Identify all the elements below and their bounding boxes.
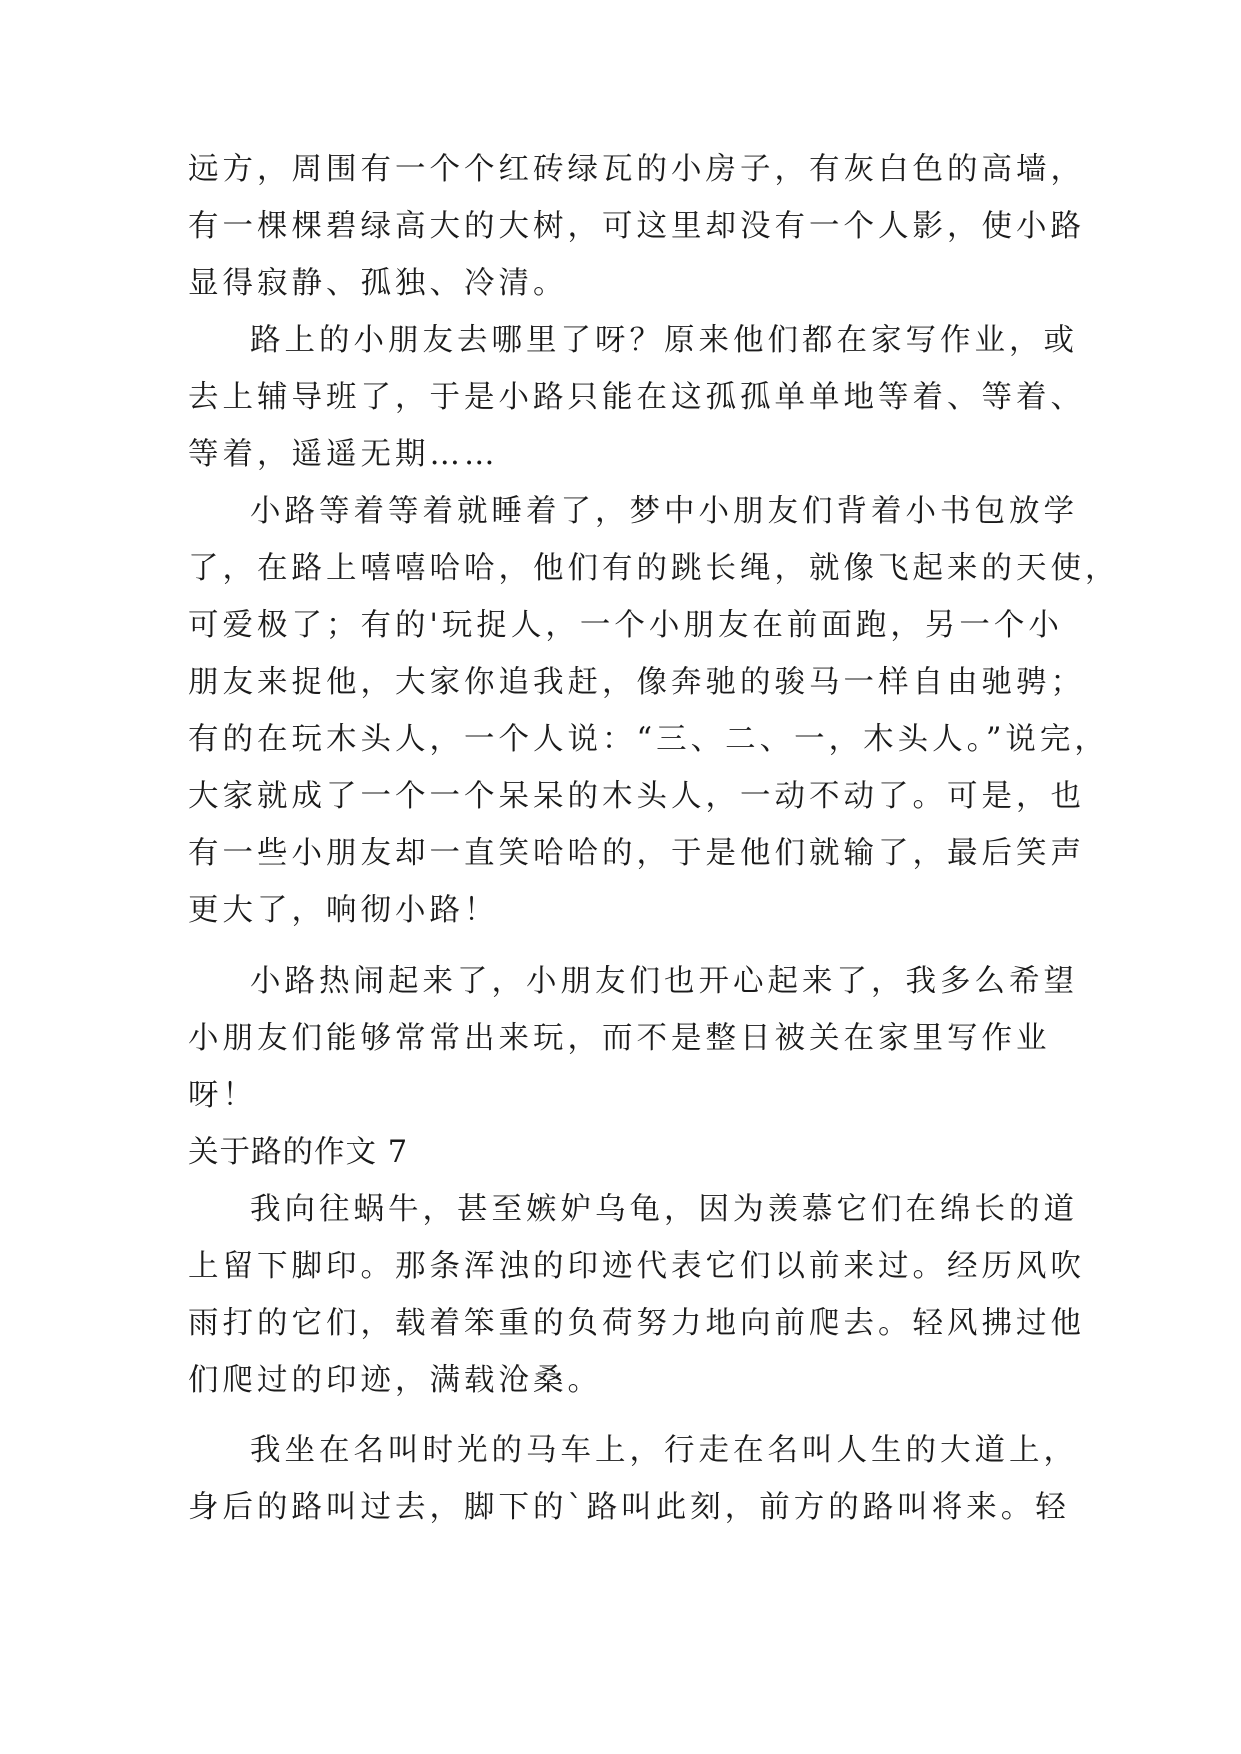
text-line: 路上的小朋友去哪里了呀？原来他们都在家写作业，或 — [250, 323, 1078, 358]
text-line: 小路热闹起来了，小朋友们也开心起来了，我多么希望 — [250, 964, 1078, 999]
text-line: 有一些小朋友却一直笑哈哈的，于是他们就输了，最后笑声 — [188, 836, 1085, 871]
text-line: 雨打的它们，载着笨重的负荷努力地向前爬去。轻风拂过他 — [188, 1306, 1085, 1341]
text-line: 显得寂静、孤独、冷清。 — [188, 266, 568, 301]
text-line: 身后的路叫过去，脚下的`路叫此刻，前方的路叫将来。轻 — [188, 1490, 1070, 1525]
text-line: 了，在路上嘻嘻哈哈，他们有的跳长绳，就像飞起来的天使， — [188, 551, 1120, 586]
text-line: 们爬过的印迹，满载沧桑。 — [188, 1363, 602, 1398]
text-line: 我向往蜗牛，甚至嫉妒乌龟，因为羡慕它们在绵长的道 — [250, 1192, 1078, 1227]
text-line: 有的在玩木头人，一个人说：“三、二、一，木头人。”说完， — [188, 722, 1109, 757]
text-line: 有一棵棵碧绿高大的大树，可这里却没有一个人影，使小路 — [188, 209, 1085, 244]
text-line: 小路等着等着就睡着了，梦中小朋友们背着小书包放学 — [250, 494, 1078, 529]
text-line: 朋友来捉他，大家你追我赶，像奔驰的骏马一样自由驰骋； — [188, 665, 1085, 700]
text-line: 大家就成了一个一个呆呆的木头人，一动不动了。可是，也 — [188, 779, 1085, 814]
text-line: 可爱极了；有的'玩捉人，一个小朋友在前面跑，另一个小 — [188, 608, 1063, 643]
section-heading: 关于路的作文 7 — [188, 1135, 409, 1170]
text-line: 去上辅导班了，于是小路只能在这孤孤单单地等着、等着、 — [188, 380, 1085, 415]
text-line: 小朋友们能够常常出来玩，而不是整日被关在家里写作业 — [188, 1021, 1051, 1056]
text-line: 更大了，响彻小路！ — [188, 893, 499, 928]
text-line: 呀！ — [188, 1078, 257, 1113]
document-page — [188, 0, 1120, 1754]
text-line: 等着，遥遥无期…… — [188, 437, 499, 472]
text-line: 我坐在名叫时光的马车上，行走在名叫人生的大道上， — [250, 1433, 1078, 1468]
text-line: 上留下脚印。那条浑浊的印迹代表它们以前来过。经历风吹 — [188, 1249, 1085, 1284]
text-line: 远方，周围有一个个红砖绿瓦的小房子，有灰白色的高墙， — [188, 152, 1085, 187]
